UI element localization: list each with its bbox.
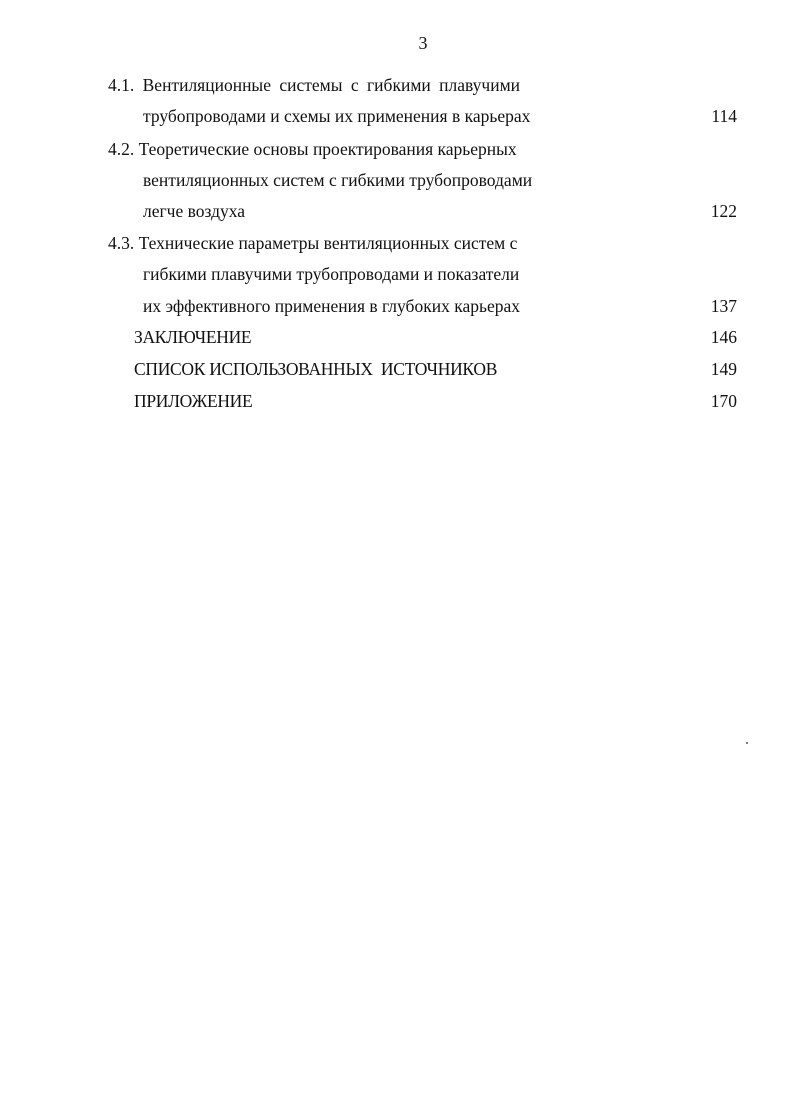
- toc-entry-4-3-page: 137: [710, 296, 737, 316]
- toc-entry-references-page: 149: [710, 359, 737, 379]
- toc-entry-4-2-line-2: вентиляционных систем с гибкими трубопроводами: [143, 170, 533, 190]
- toc-entry-4-2-page: 122: [710, 201, 737, 221]
- toc-entry-references: СПИСОК ИСПОЛЬЗОВАННЫХ ИСТОЧНИКОВ: [134, 359, 498, 379]
- toc-entry-4-2-line-1: 4.2. Теоретические основы проектирования карьерных: [108, 139, 517, 159]
- toc-entry-4-2-line-3: легче воздуха: [143, 201, 246, 221]
- page-number: 3: [418, 33, 428, 53]
- toc-entry-conclusion-page: 146: [710, 327, 737, 347]
- toc-entry-4-3-line-1: 4.3. Технические параметры вентиляционных систем с: [108, 233, 518, 253]
- scan-speck: [746, 742, 748, 744]
- toc-entry-4-3-line-3: их эффективного применения в глубоких карьерах: [143, 296, 520, 316]
- toc-entry-appendix-page: 170: [710, 391, 737, 411]
- toc-entry-4-1-line-1: 4.1. Вентиляционные системы с гибкими плавучими: [108, 75, 521, 95]
- toc-entry-4-3-line-2: гибкими плавучими трубопроводами и показатели: [143, 264, 520, 284]
- toc-entry-appendix: ПРИЛОЖЕНИЕ: [134, 391, 253, 411]
- toc-entry-4-1-page: 114: [711, 106, 737, 126]
- toc-entry-4-1-line-2: трубопроводами и схемы их применения в карьерах: [143, 106, 531, 126]
- toc-entry-conclusion: ЗАКЛЮЧЕНИЕ: [134, 327, 252, 347]
